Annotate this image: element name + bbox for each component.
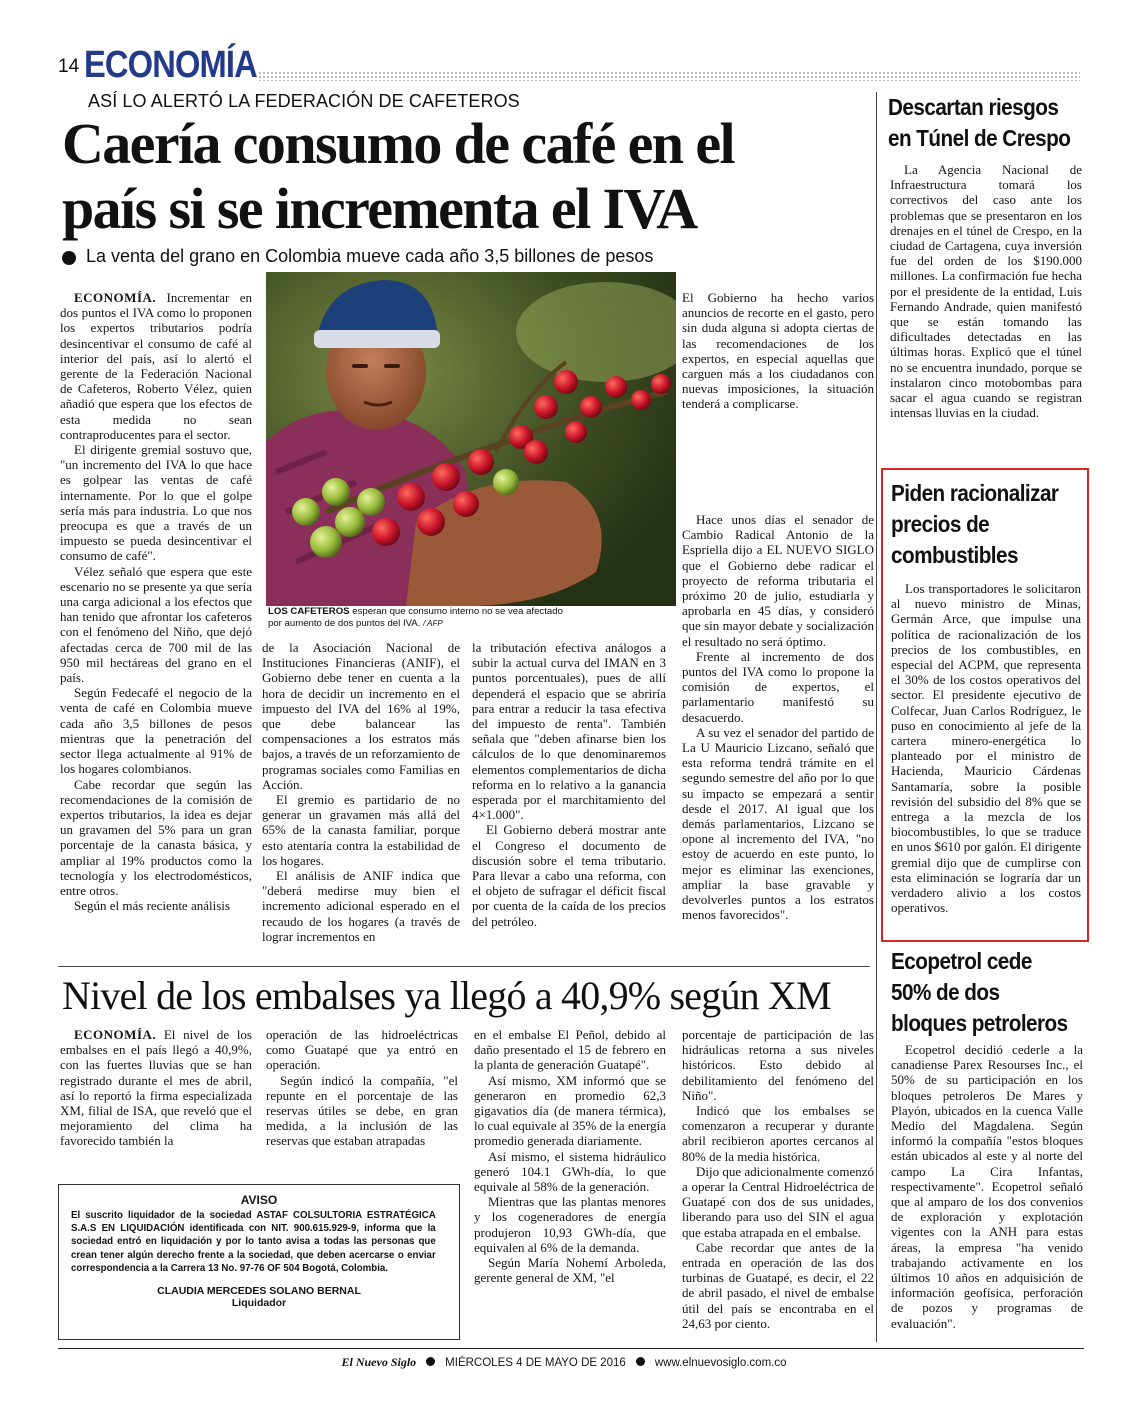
sidebar-story-1 xyxy=(888,92,1084,154)
main-col4-p3: A su vez el senador del partido de La U Mauricio Lizcano, señaló que esta reforma tendrá trámite en el segundo semestre del año por lo que su impacto se empezará a sentir desde el 2017. Al igual que los demás parlamentarios, Lizcano se opone al incremento del IVA, "no estoy de acuerdo en este punto, lo mejor es eliminar las exenciones, ampliar la base gravable y devolverles puntos a los estratos menos favorecidos". xyxy=(682,724,874,923)
main-article-column-1 xyxy=(60,290,252,958)
footer xyxy=(0,1353,1128,1371)
second-col2-p2: Según indicó la compañía, "el repunte en el porcentaje de las reservas útiles se debe, en gran medida, a la inclusión de las reservas que estaban atrapadas xyxy=(266,1072,458,1149)
sidebar-story-2-title-line-3: combustibles xyxy=(891,542,1018,568)
main-col4-p2: Frente al incremento de dos puntos del IVA como lo propone la comisión de expertos, el parlamentario manifestó su desacuerdo. xyxy=(682,648,874,725)
main-lead-label: ECONOMÍA. xyxy=(74,290,157,305)
main-col2-p3: El análisis de ANIF indica que "deberá medirse muy bien el incremento adicional esperado en el recaudo de los hogares (a través de lograr incrementos en xyxy=(262,868,460,944)
main-col4-p1: Hace unos días el senador de Cambio Radical Antonio de la Espriella dijo a EL NUEVO SIGLO que el Gobierno debe radicar el proyecto de reforma tributaria el próximo 20 de julio, estudiarla y aprobarla en 45 días, y consideró que sin mayor debate y socialización el resultado no será óptimo. xyxy=(682,512,874,649)
footer-website: www.elnuevosiglo.com.co xyxy=(654,1357,787,1369)
sidebar-story-2-title-line-1: Piden racionalizar xyxy=(891,480,1059,506)
main-col1-p4: Según Fedecafé el negocio de la venta de café en Colombia mueve cada año 3,5 billones de pesos mientras que la penetración del sector llega actualmente al 91% de los hogares colombianos. xyxy=(60,685,252,777)
headline-line-2: país si se incrementa el IVA xyxy=(62,176,697,241)
headline-line-1: Caería consumo de café en el xyxy=(62,111,734,176)
sidebar-story-2-title-line-2: precios de xyxy=(891,511,990,537)
second-article-column-4 xyxy=(682,1027,874,1345)
footer-rule xyxy=(58,1348,1084,1349)
legal-notice xyxy=(58,1184,460,1340)
photo-caption xyxy=(268,606,568,630)
second-col3-p3: Así mismo, el sistema hidráulico generó 104.1 GWh-día, lo que equivale al 58% de la generación. xyxy=(474,1148,666,1195)
second-col4-p3: Dijo que adicionalmente comenzó a operar la Central Hidroeléctrica de Guatapé con dos de sus unidades, liberando para uso del SIN el agua que estaba atrapada en el embalse. xyxy=(682,1163,874,1240)
sidebar-story-1-title-line-1: Descartan riesgos xyxy=(888,94,1059,120)
notice-signer: CLAUDIA MERCEDES SOLANO BERNAL xyxy=(157,1285,361,1298)
main-article-column-4-top xyxy=(682,290,874,512)
main-col4-top-p1: El Gobierno ha hecho varios anuncios de recorte en el gasto, pero sin duda alguna si adopta ciertas de las recomendaciones de los expertos, en especial aquellas que carguen más a los ciudadanos con nuevas imposiciones, la situación tenderá a complicarse. xyxy=(682,290,874,412)
main-col1-p5: Cabe recordar que según las recomendaciones de la comisión de expertos tributarios, la idea es dejar un gravamen del 5% para un gran porcentaje de la canasta básica, y ampliar al 19% productos como la tecnología y los electrodomésticos, entre otros. xyxy=(60,776,252,898)
second-col3-p4: Mientras que las plantas menores y los cogeneradores de energía produjeron 10,93 GWh-día, que equivalen al 6% de la demanda. xyxy=(474,1194,666,1255)
second-headline: Nivel de los embalses ya llegó a 40,9% según XM xyxy=(62,973,831,1018)
main-col1-p1: Incrementar en dos puntos el IVA como lo proponen los expertos tributarios podría desincentivar el consumo de café al interior del país, así lo alertó el gerente de la Federación Nacional de Cafeteros, Roberto Vélez, quien añadió que espera que los efectos de esta medida no sean contraproducentes para el sector. xyxy=(60,290,252,442)
kicker: ASÍ LO ALERTÓ LA FEDERACIÓN DE CAFETEROS xyxy=(88,91,520,111)
notice-role: Liquidador xyxy=(231,1297,287,1310)
second-col4-p1: porcentaje de participación de las hidráulicas retorna a sus niveles históricos. Esto debido al debilitamiento del fenómeno del Niño". xyxy=(682,1027,874,1103)
photo-credit: / AFP xyxy=(423,619,443,628)
sidebar-story-2-body xyxy=(891,581,1081,937)
sidebar-story-3-title-line-3: bloques petroleros xyxy=(891,1010,1068,1036)
main-col1-p2: El dirigente gremial sostuvo que, "un incremento del IVA lo que hace es golpear las ventas de café internamente. Por lo que el golpe sería más para industria. Lo que nos preocupa es que a través de un impuesto se pueda desincentivar el consumo de café". xyxy=(60,442,252,564)
footer-bullet-icon xyxy=(426,1357,435,1366)
sidebar-story-1-title-line-2: en Túnel de Crespo xyxy=(888,125,1071,151)
second-article-column-3 xyxy=(474,1027,666,1345)
footer-bullet-icon-2 xyxy=(636,1357,645,1366)
sidebar-rule xyxy=(876,92,877,1342)
sidebar-story-2 xyxy=(891,478,1087,571)
sidebar-story-3-text: Ecopetrol decidió cederle a la canadiense Parex Resourses Inc., el 50% de su participación en los bloques petroleros De Mares y Playón, ubicados en la cuenca Valle Medio del Magdalena. Según informó la compañía "estos bloques están ubicados al este y al norte del campo La Cira Infantas, respectivamente". Ecopetrol señaló que al amparo de los dos convenios de exploración y explotación vigentes con la ANH para estas áreas, la empresa "ha venido trabajando activamente en los últimos 10 años en adquisición de información geofísica, perforación de pozos y programas de evaluación". xyxy=(891,1042,1083,1331)
section-rule xyxy=(258,71,1080,81)
second-col2-p1: operación de las hidroeléctricas como Guatapé que ya entró en operación. xyxy=(266,1027,458,1073)
second-col3-p1: en el embalse El Peñol, debido al daño presentado el 15 de febrero en la planta de generación Guatapé". xyxy=(474,1027,666,1073)
sidebar-story-3-body xyxy=(891,1042,1083,1346)
main-col1-p3: Vélez señaló que espera que este escenario no se presente ya que sería una carga adicional a los efectos que han tenido que afrontar los cafeteros con el fenómeno del Niño, que dejó afectadas cerca de 700 mil de las 950 mil hectáreas del grano en el país. xyxy=(60,563,252,686)
coffee-farmer-photo xyxy=(266,272,676,606)
second-col4-p2: Indicó que los embalses se comenzaron a recuperar y durante abril recibieron aportes cercanos al 80% de la media histórica. xyxy=(682,1103,874,1164)
photo-caption-label: LOS CAFETEROS xyxy=(268,606,350,617)
main-col2-p2: El gremio es partidario de no generar un gravamen más allá del 65% de la canasta familiar, porque esto atentaría contra la estabilidad de los hogares. xyxy=(262,792,460,868)
sidebar-story-2-text: Los transportadores le solicitaron al nuevo ministro de Minas, Germán Arce, que impulse una política de racionalización de los precios de los combustibles, en especial del ACPM, que representa el 30% de los costos operativos del sector. El presidente ejecutivo de Colfecar, Juan Carlos Rodríguez, le puso en conocimiento al jefe de la cartera minero-energética lo planteado por el ministro de Hacienda, Mauricio Cárdenas Santamaría, sobre la posible revisión del subsidio del 8% que se entrega a la mezcla de los biocombustibles, lo que se traduce en unos $610 por galón. El dirigente gremial dijo que de cumplirse con esta eliminación se lograría dar un verdadero alivio a los costos operativos. xyxy=(891,581,1081,916)
main-article-column-2 xyxy=(262,640,460,958)
second-article-column-2 xyxy=(266,1027,458,1159)
footer-date: MIÉRCOLES 4 DE MAYO DE 2016 xyxy=(445,1357,626,1369)
second-col4-p4: Cabe recordar que antes de la entrada en operación de las dos turbinas de Guatapé, es decir, el 22 de abril pasado, el nivel de embalse útil del país se encontraba en el 24,63 por ciento. xyxy=(682,1239,874,1331)
main-article-column-3 xyxy=(472,640,666,958)
main-col1-p6: Según el más reciente análisis xyxy=(74,898,230,914)
main-col3-p2: El Gobierno deberá mostrar ante el Congreso el documento de discusión sobre el tema tributario. Para llevar a cabo una reforma, con el objeto de sufragar el déficit fiscal por cuenta de la caída de los precios del petróleo. xyxy=(472,822,666,929)
sidebar-story-3 xyxy=(891,946,1087,1039)
main-article-column-4 xyxy=(682,512,874,958)
main-col3-p1: la tributación efectiva análogos a subir la actual curva del IMAN en 3 puntos porcentuales), pues de allí dependerá el espacio que se abriría para entrar a reducir la tasa efectiva del impuesto de renta". También señala que "deben afinarse bien los cálculos de lo que denominaremos elementos complementarios de dicha reforma en lo relativo a la ganancia esperada por el marchitamiento del 4×1.000". xyxy=(472,640,666,823)
sidebar-story-1-text: La Agencia Nacional de Infraestructura tomará los correctivos del caso ante los problemas que se presentaron en los drenajes en el túnel de Crespo, en la ciudad de Cartagena, cuya inversión fue del orden de los $190.000 millones. La confirmación fue hecha por el presidente de la entidad, Luis Fernando Andrade, quien manifestó que se están tomando las dificultades detectadas en las últimas horas. Explicó que el túnel no se encuentra inundado, porque se instalaron cinco motobombas para sacar el agua cuando se registran intensas lluvias en la ciudad. xyxy=(890,162,1082,421)
section-title: ECONOMÍA xyxy=(84,44,257,86)
page-number: 14 xyxy=(58,56,80,77)
notice-body: El suscrito liquidador de la sociedad ASTAF COLSULTORIA ESTRATÉGICA S.A.S EN LIQUIDACIÓN identificada con NIT. 900.615.929-9, informa que la sociedad entró en liquidación y por lo tanto avisa a todas las personas que crean tener algún derecho frente a la sociedad, que deben acercarse o enviar correspondencia a la Carrera 13 No. 97-76 OF 504 Bogotá, Colombia. xyxy=(71,1210,436,1274)
second-col3-p2: Así mismo, XM informó que se generaron en promedio 62,3 gigavatios día (de manera térmica), lo cual equivale al 35% de la energía promedio generada diariamente. xyxy=(474,1072,666,1149)
second-col1-p1: El nivel de los embalses en el país llegó a 40,9%, con las fuertes lluvias que se han registrado durante el mes de abril, así lo reportó la firma especializada XM, filial de ISA, que reveló que el mejoramiento del clima ha favorecido también la xyxy=(60,1027,252,1149)
main-col2-p1: de la Asociación Nacional de Instituciones Financieras (ANIF), el Gobierno debe tener en cuenta a la hora de decidir un incremento en el impuesto del IVA del 16% al 19%, que debe balancear las compensaciones a los estratos más bajos, a través de un reforzamiento de programas sociales como Familias en Acción. xyxy=(262,640,460,792)
second-article-column-1 xyxy=(60,1027,252,1159)
deck-bullet-icon xyxy=(62,251,76,265)
sidebar-story-1-body xyxy=(890,162,1082,462)
sidebar-story-3-title-line-1: Ecopetrol cede xyxy=(891,948,1032,974)
second-lead-label: ECONOMÍA. xyxy=(74,1027,157,1042)
photo-caption-text: esperan que consumo interno no se vea afectado por aumento de dos puntos del IVA. xyxy=(268,606,563,629)
footer-paper-name: El Nuevo Siglo xyxy=(341,1355,417,1369)
sidebar-story-3-title-line-2: 50% de dos xyxy=(891,979,1000,1005)
photo-illustration xyxy=(266,272,676,606)
deck: La venta del grano en Colombia mueve cada año 3,5 billones de pesos xyxy=(86,246,654,266)
article-divider xyxy=(58,966,870,967)
second-col3-p5: Según María Nohemí Arboleda, gerente general de XM, "el xyxy=(474,1255,666,1286)
notice-title: AVISO xyxy=(240,1193,278,1207)
